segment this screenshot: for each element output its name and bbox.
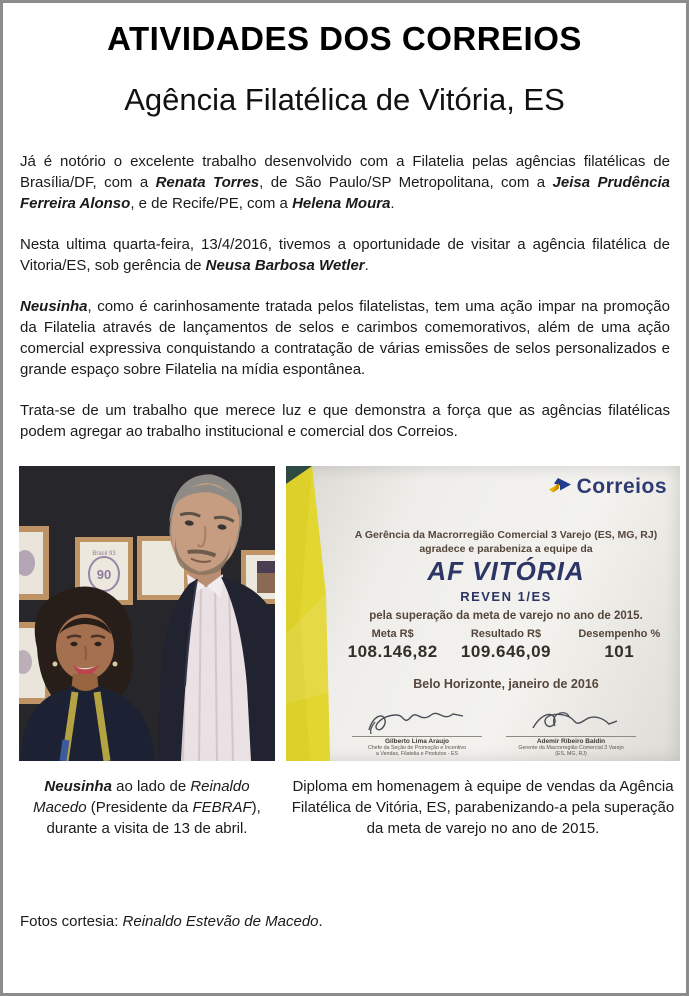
body-text: Já é notório o excelente trabalho desenvolvido com a Filatelia pelas agências filatélicas de Brasília/DF, com a (20, 153, 670, 191)
caption-left (19, 776, 275, 839)
credit-suffix: . (318, 913, 323, 930)
page-title: ATIVIDADES DOS CORREIOS (107, 20, 582, 57)
person-name: Reinaldo Macedo (33, 778, 250, 816)
diploma-reason: pela superação da meta de varejo no ano de 2015. (369, 610, 643, 622)
caption-text: ao lado de (111, 778, 191, 795)
stat-value: 109.646,09 (460, 642, 552, 661)
page-subtitle: Agência Filatélica de Vitória, ES (124, 82, 565, 117)
person-name: Neusinha (20, 298, 88, 315)
body-text: , de São Paulo/SP Metropolitana, com a (259, 174, 553, 191)
body-text: , e de Recife/PE, com a (130, 195, 293, 212)
person-name: Renata Torres (155, 174, 260, 191)
paragraph-2 (20, 234, 670, 276)
diploma-line2: agradece e parabeniza a equipe da (419, 543, 593, 555)
stat-label: Meta R$ (371, 628, 414, 640)
signature-scribble (511, 708, 631, 734)
diploma-team-name: AF VITÓRIA (427, 556, 585, 586)
signature-title: a Vendas, Filatelia e Produtos - ES (375, 751, 459, 758)
body-text: , como é carinhosamente tratada pelos filatelistas, tem uma ação impar na promoção da Filatelia através de lançamentos de selos e carimbos comemorativos, além de uma ação comercial expressiva conquistando a contratação de várias emissões de selos personalizados e grande espaço sobre Filatelia na mídia espontânea. (20, 298, 670, 378)
paragraph-4 (20, 400, 670, 442)
photo-row (19, 466, 686, 761)
diploma-stats (336, 628, 676, 662)
stat-value: 108.146,82 (347, 642, 438, 661)
caption-text: Diploma em homenagem à equipe de vendas da Agência Filatélica de Vitória, ES, parabenizando-a pela superação da meta de varejo no ano de 2015. (291, 778, 675, 837)
photo-diploma (286, 466, 680, 761)
signature-name: Ademir Ribeiro Baldin (506, 736, 636, 745)
photo-neusinha-reinaldo (19, 466, 275, 761)
signature-block-1 (352, 708, 482, 758)
diploma-unit: REVEN 1/ES (460, 589, 552, 604)
signature-block-2 (506, 708, 636, 758)
stat-label: Resultado R$ (470, 628, 542, 640)
stat-resultado (449, 628, 562, 662)
person-name: Helena Moura (292, 195, 391, 212)
caption-text: (Presidente da (86, 799, 193, 816)
caption-left-text (23, 776, 271, 839)
caption-right (286, 776, 680, 839)
photo-credit (20, 913, 686, 930)
person-name: Jeisa Prudência Ferreira Alonso (20, 174, 671, 212)
signature-title: Gerente da Macrorregião Comercial 3 Varejo (518, 745, 624, 751)
person-name: Neusinha (44, 778, 112, 795)
signature-name: Gilberto Lima Araujo (352, 736, 482, 745)
stat-label: Desempenho % (578, 628, 661, 640)
body-text: Trata-se de um trabalho que merece luz e que demonstra a força que as agências filatélicas podem agregar ao trabalho institucional e comercial dos Correios. (20, 402, 670, 440)
caption-text: ), durante a visita de 13 de abril. (46, 799, 261, 837)
credit-prefix: Fotos cortesia: (20, 913, 123, 930)
stat-meta (336, 628, 449, 662)
correios-logo-text: Correios (576, 475, 667, 498)
article-body (20, 151, 670, 442)
org-name: FEBRAF (192, 799, 252, 816)
paragraph-3 (20, 296, 670, 380)
stamp-number-text: 90 (96, 567, 112, 582)
signature-title: (ES, MG, RJ) (555, 751, 587, 758)
body-text: Nesta ultima quarta-feira, 13/4/2016, tivemos a oportunidade de visitar a agência filatélica de Vitoria/ES, sob gerência de (20, 236, 670, 274)
signature-title: Chefe da Seção de Promoção e Incentivo (367, 745, 467, 751)
stat-value: 101 (604, 642, 635, 661)
stat-desempenho (563, 628, 676, 662)
diploma-line1: A Gerência da Macrorregião Comercial 3 Varejo (ES, MG, RJ) (354, 529, 658, 541)
stamp-header-text: Brasil 93 (92, 551, 116, 557)
person-name: Reinaldo Estevão de Macedo (122, 913, 319, 930)
paragraph-1 (20, 151, 670, 214)
body-text: . (364, 257, 369, 274)
body-text: . (390, 195, 395, 212)
photo-neusinha-reinaldo-illustration (19, 466, 275, 761)
caption-row (19, 776, 686, 839)
diploma-place-date: Belo Horizonte, janeiro de 2016 (413, 677, 599, 691)
person-name: Neusa Barbosa Wetler (205, 257, 365, 274)
signature-scribble (357, 708, 477, 734)
